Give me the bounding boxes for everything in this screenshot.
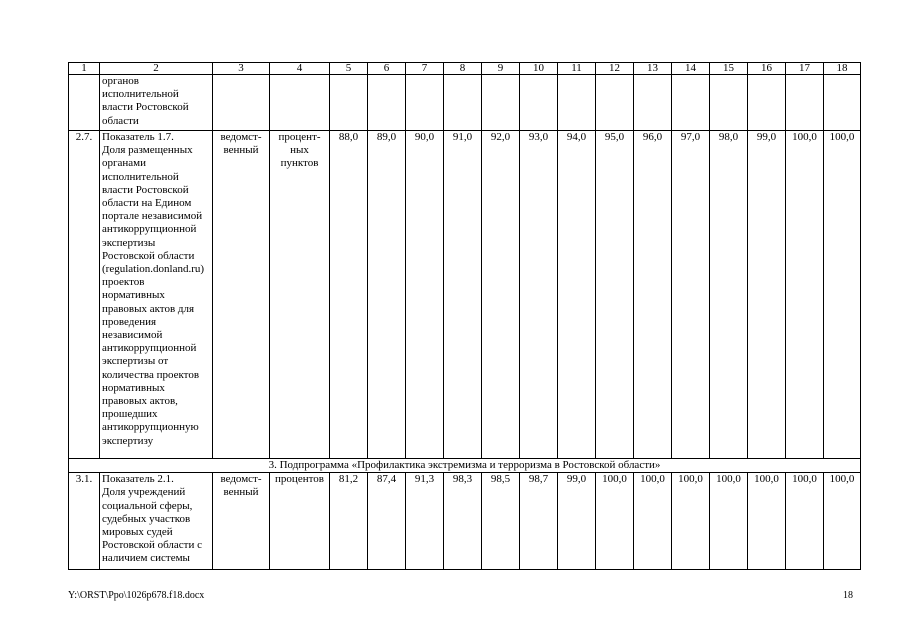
continued-row bbox=[69, 75, 861, 131]
value-cell: 92,0 bbox=[482, 131, 520, 459]
value-cell: 100,0 bbox=[672, 473, 710, 570]
col-header: 2 bbox=[100, 63, 213, 75]
col-header: 7 bbox=[406, 63, 444, 75]
value-cell: 91,0 bbox=[444, 131, 482, 459]
indicator-unit: процент- ных пунктов bbox=[270, 131, 330, 459]
value-cell: 97,0 bbox=[672, 131, 710, 459]
indicator-type: ведомст- венный bbox=[213, 473, 270, 570]
value-cell: 99,0 bbox=[748, 131, 786, 459]
file-path: Y:\ORST\Ppo\1026p678.f18.docx bbox=[68, 590, 205, 601]
value-cell: 98,3 bbox=[444, 473, 482, 570]
value-cell: 96,0 bbox=[634, 131, 672, 459]
col-header: 3 bbox=[213, 63, 270, 75]
indicator-type: ведомст- венный bbox=[213, 131, 270, 459]
value-cell: 90,0 bbox=[406, 131, 444, 459]
value-cell: 99,0 bbox=[558, 473, 596, 570]
value-cell: 100,0 bbox=[824, 131, 861, 459]
value-cell: 100,0 bbox=[786, 131, 824, 459]
indicator-name: Показатель 2.1. Доля учреждений социальной сферы, судебных участков мировых судей Ростовской области с наличием системы bbox=[100, 473, 213, 570]
col-header: 5 bbox=[330, 63, 368, 75]
col-header: 13 bbox=[634, 63, 672, 75]
col-header: 4 bbox=[270, 63, 330, 75]
value-cell: 87,4 bbox=[368, 473, 406, 570]
col-header: 12 bbox=[596, 63, 634, 75]
value-cell: 95,0 bbox=[596, 131, 634, 459]
value-cell: 81,2 bbox=[330, 473, 368, 570]
value-cell: 100,0 bbox=[596, 473, 634, 570]
value-cell: 98,5 bbox=[482, 473, 520, 570]
col-header: 16 bbox=[748, 63, 786, 75]
col-header: 8 bbox=[444, 63, 482, 75]
col-header: 10 bbox=[520, 63, 558, 75]
table-row bbox=[69, 473, 861, 570]
indicators-table bbox=[68, 62, 861, 570]
indicator-name: органов исполнительной власти Ростовской области bbox=[100, 75, 213, 131]
col-header: 1 bbox=[69, 63, 100, 75]
value-cell: 98,0 bbox=[710, 131, 748, 459]
value-cell: 100,0 bbox=[710, 473, 748, 570]
col-header: 18 bbox=[824, 63, 861, 75]
value-cell: 100,0 bbox=[748, 473, 786, 570]
col-header: 14 bbox=[672, 63, 710, 75]
row-number: 3.1. bbox=[69, 473, 100, 570]
value-cell: 89,0 bbox=[368, 131, 406, 459]
value-cell: 94,0 bbox=[558, 131, 596, 459]
indicator-unit: процентов bbox=[270, 473, 330, 570]
value-cell: 91,3 bbox=[406, 473, 444, 570]
page-number: 18 bbox=[843, 590, 853, 601]
value-cell: 93,0 bbox=[520, 131, 558, 459]
col-header: 9 bbox=[482, 63, 520, 75]
section-title: 3. Подпрограмма «Профилактика экстремизма и терроризма в Ростовской области» bbox=[69, 459, 861, 473]
value-cell: 88,0 bbox=[330, 131, 368, 459]
value-cell: 100,0 bbox=[824, 473, 861, 570]
value-cell: 100,0 bbox=[786, 473, 824, 570]
value-cell: 98,7 bbox=[520, 473, 558, 570]
row-number: 2.7. bbox=[69, 131, 100, 459]
col-header: 17 bbox=[786, 63, 824, 75]
value-cell: 100,0 bbox=[634, 473, 672, 570]
indicator-name: Показатель 1.7. Доля размещенных органами исполнительной власти Ростовской области на Едином портале независимой антикоррупционной экспертизы Ростовской области (regulation.donland.ru) проектов нормативных правовых актов для проведения независимой антикоррупционной экспертизы от количества проектов нормативных правовых актов, прошедших антикоррупционную экспертизу bbox=[100, 131, 213, 459]
column-number-row bbox=[69, 63, 861, 75]
section-row bbox=[69, 459, 861, 473]
col-header: 6 bbox=[368, 63, 406, 75]
col-header: 11 bbox=[558, 63, 596, 75]
col-header: 15 bbox=[710, 63, 748, 75]
table-row bbox=[69, 131, 861, 459]
